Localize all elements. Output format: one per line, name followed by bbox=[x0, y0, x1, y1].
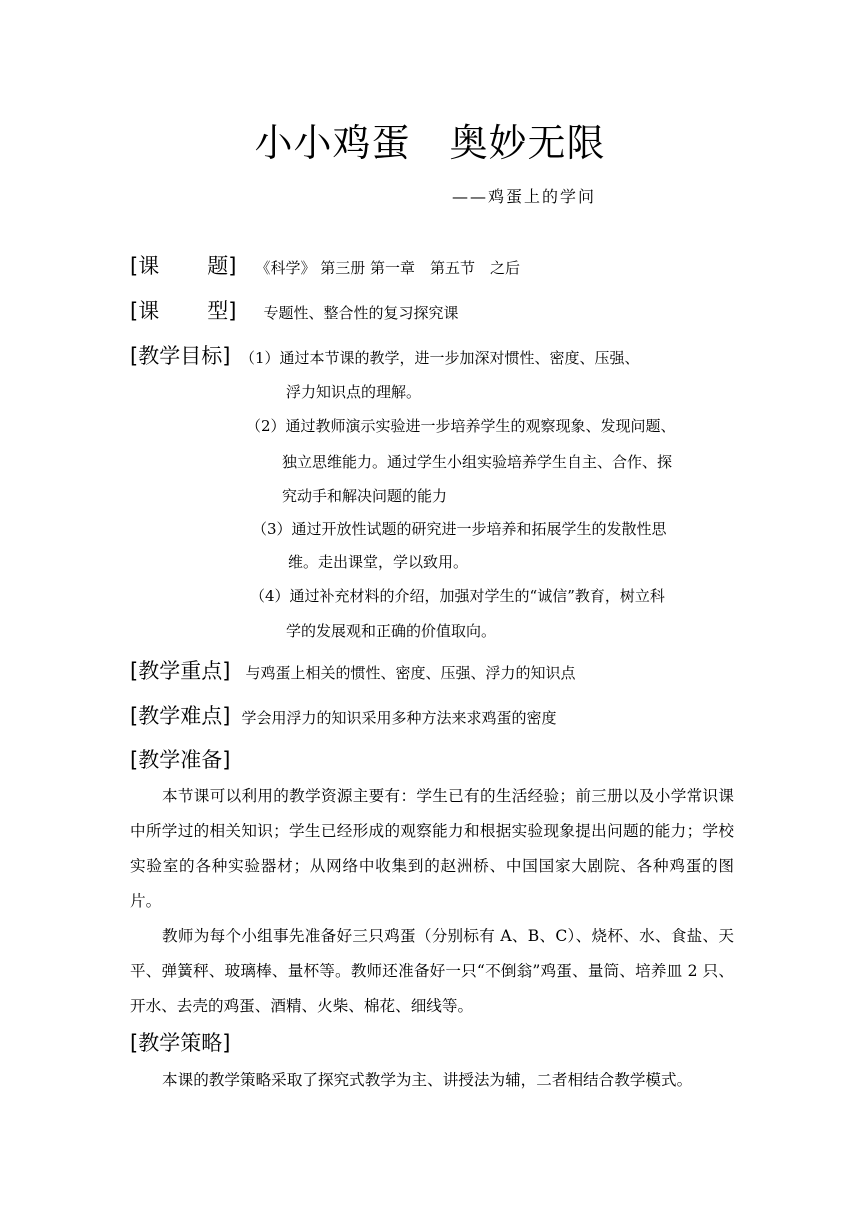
field-type-value: 专题性、整合性的复习探究课 bbox=[263, 304, 459, 322]
field-difficulties-label: [教学难点] bbox=[130, 704, 231, 728]
preparation-paragraph: 教师为每个小组事先准备好三只鸡蛋（分别标有 A、B、C）、烧杯、水、食盐、天平、弹簧秤、玻璃棒、量杯等。教师还准备好一只“不倒翁”鸡蛋、量筒、培养皿 2 只、开水、去壳的鸡蛋、酒精、火柴、棉花、细线等。 bbox=[130, 927, 734, 1015]
field-topic-value: 《科学》 第三册 第一章 第五节 之后 bbox=[255, 259, 521, 277]
field-difficulties bbox=[130, 700, 557, 730]
goal-line: （2）通过教师演示实验进一步培养学生的观察现象、发现问题、 bbox=[246, 417, 676, 435]
document-title: 小小鸡蛋 奥妙无限 bbox=[254, 121, 606, 165]
goal-line: 独立思维能力。通过学生小组实验培养学生自主、合作、探 bbox=[282, 453, 673, 471]
field-key-points bbox=[130, 655, 576, 685]
field-key-points-value: 与鸡蛋上相关的惯性、密度、压强、浮力的知识点 bbox=[245, 664, 576, 682]
field-type bbox=[130, 295, 459, 325]
goal-line: 维。走出课堂，学以致用。 bbox=[288, 553, 469, 571]
field-type-label: [课 型] bbox=[130, 299, 237, 323]
goal-line: 学的发展观和正确的价值取向。 bbox=[286, 622, 497, 640]
preparation-heading: [教学准备] bbox=[130, 748, 231, 772]
goal-line: （3）通过开放性试题的研究进一步培养和拓展学生的发散性思 bbox=[252, 520, 667, 538]
field-difficulties-value: 学会用浮力的知识采用多种方法来求鸡蛋的密度 bbox=[241, 709, 557, 727]
strategy-paragraph: 本课的教学策略采取了探究式教学为主、讲授法为辅，二者相结合教学模式。 bbox=[162, 1071, 693, 1089]
goal-line: （4）通过补充材料的介绍，加强对学生的“诚信”教育，树立科 bbox=[250, 587, 665, 605]
field-goals-label: [教学目标] bbox=[130, 344, 231, 368]
field-topic-label: [课 题] bbox=[130, 254, 237, 278]
goal-line: 究动手和解决问题的能力 bbox=[282, 487, 448, 505]
document-subtitle: ——鸡蛋上的学问 bbox=[452, 187, 597, 206]
field-topic bbox=[130, 250, 520, 280]
preparation-paragraph: 本节课可以利用的教学资源主要有：学生已有的生活经验；前三册以及小学常识课中所学过的相关知识；学生已经形成的观察能力和根据实验现象提出问题的能力；学校实验室的各种实验器材；从网络中收集到的赵洲桥、中国国家大剧院、各种鸡蛋的图片。 bbox=[130, 787, 734, 910]
goal-line: 浮力知识点的理解。 bbox=[286, 383, 422, 401]
field-key-points-label: [教学重点] bbox=[130, 659, 231, 683]
strategy-heading: [教学策略] bbox=[130, 1031, 231, 1055]
goal-line: （1）通过本节课的教学，进一步加深对惯性、密度、压强、 bbox=[240, 349, 640, 367]
